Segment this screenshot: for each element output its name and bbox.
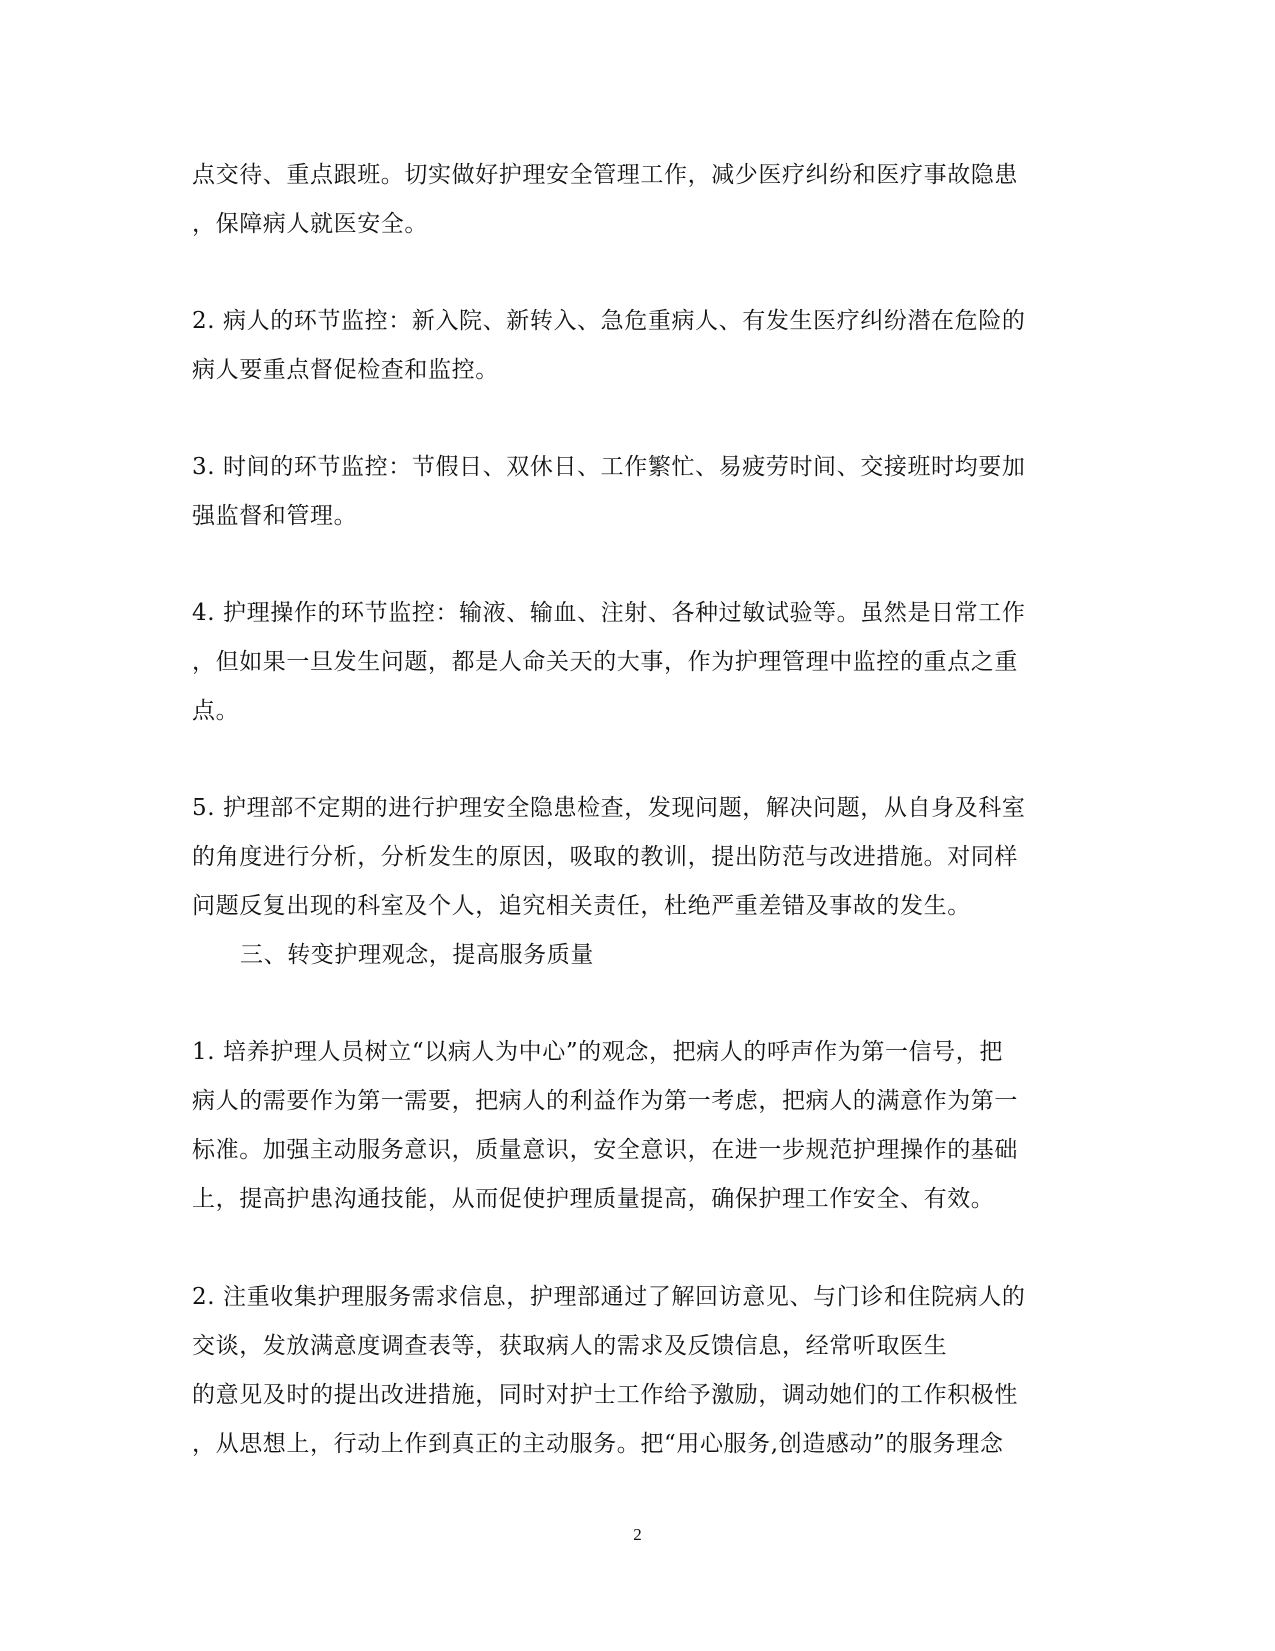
paragraph-line: 病人的需要作为第一需要，把病人的利益作为第一考虑，把病人的满意作为第一 bbox=[192, 1088, 1018, 1114]
paragraph-line: 的角度进行分析，分析发生的原因，吸取的教训，提出防范与改进措施。对同样 bbox=[192, 844, 1018, 870]
paragraph-line: 点。 bbox=[192, 698, 240, 724]
paragraph-line: 1. 培养护理人员树立“以病人为中心”的观念，把病人的呼声作为第一信号，把 bbox=[192, 1039, 1003, 1065]
paragraph-line: 问题反复出现的科室及个人，追究相关责任，杜绝严重差错及事故的发生。 bbox=[192, 893, 971, 919]
paragraph-line: ，保障病人就医安全。 bbox=[192, 211, 428, 237]
paragraph-line: 交谈，发放满意度调查表等，获取病人的需求及反馈信息，经常听取医生 bbox=[192, 1333, 948, 1359]
section-heading: 三、转变护理观念，提高服务质量 bbox=[240, 942, 594, 968]
paragraph-line: 标准。加强主动服务意识，质量意识，安全意识，在进一步规范护理操作的基础 bbox=[192, 1137, 1018, 1163]
paragraph-line: ，从思想上，行动上作到真正的主动服务。把“用心服务,创造感动”的服务理念 bbox=[192, 1431, 1004, 1457]
paragraph-line: 3. 时间的环节监控：节假日、双休日、工作繁忙、易疲劳时间、交接班时均要加 bbox=[192, 454, 1026, 480]
paragraph-line: 2. 病人的环节监控：新入院、新转入、急危重病人、有发生医疗纠纷潜在危险的 bbox=[192, 308, 1026, 334]
paragraph-line: 强监督和管理。 bbox=[192, 503, 358, 529]
paragraph-line: 5. 护理部不定期的进行护理安全隐患检查，发现问题，解决问题，从自身及科室 bbox=[192, 795, 1026, 821]
paragraph-line: 的意见及时的提出改进措施，同时对护士工作给予激励，调动她们的工作积极性 bbox=[192, 1382, 1018, 1408]
paragraph-line: 4. 护理操作的环节监控：输液、输血、注射、各种过敏试验等。虽然是日常工作 bbox=[192, 600, 1026, 626]
paragraph-line: ，但如果一旦发生问题，都是人命关天的大事，作为护理管理中监控的重点之重 bbox=[192, 649, 1018, 675]
paragraph-line: 病人要重点督促检查和监控。 bbox=[192, 357, 499, 383]
paragraph-line: 点交待、重点跟班。切实做好护理安全管理工作，减少医疗纠纷和医疗事故隐患 bbox=[192, 162, 1018, 188]
page-number: 2 bbox=[633, 1525, 642, 1544]
paragraph-line: 上，提高护患沟通技能，从而促使护理质量提高，确保护理工作安全、有效。 bbox=[192, 1186, 995, 1212]
paragraph-line: 2. 注重收集护理服务需求信息，护理部通过了解回访意见、与门诊和住院病人的 bbox=[192, 1284, 1026, 1310]
